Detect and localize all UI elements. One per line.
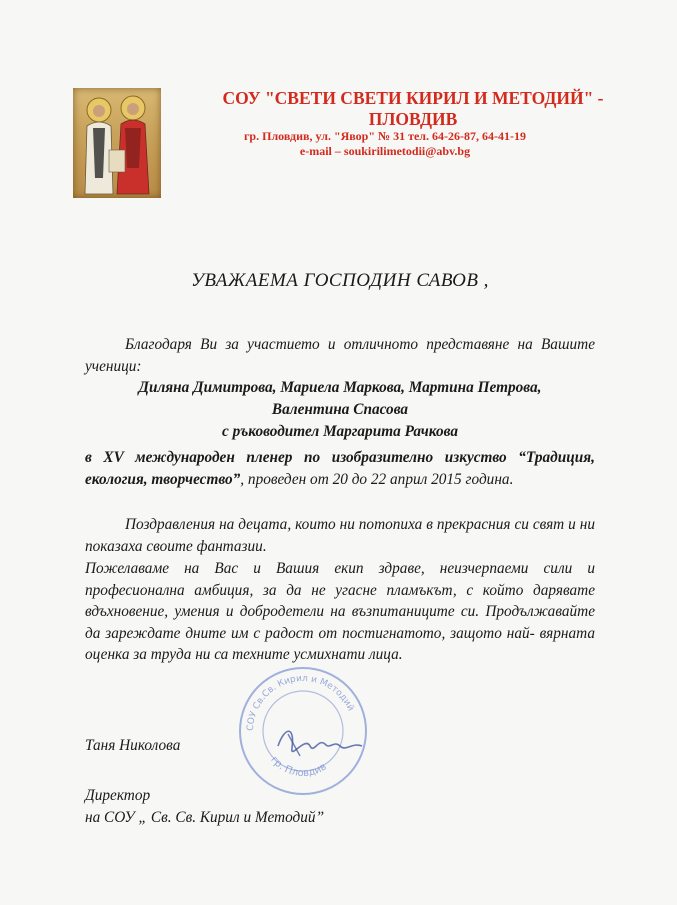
- student-names-line1: Диляна Димитрова, Мариела Маркова, Мартина Петрова,: [138, 379, 542, 396]
- event-dates: , проведен от 20 до 22 април 2015 година.: [240, 470, 514, 488]
- supervisor-line: с ръководител Маргарита Рачкова: [221, 423, 459, 440]
- signature: [270, 716, 370, 766]
- student-names-line2: Валентина Спасова: [271, 401, 409, 418]
- school-email: e-mail – soukirilimetodii@abv.bg: [299, 144, 471, 158]
- paragraph-thanks: Благодаря Ви за участието и отличното представяне на Вашите ученици:: [85, 336, 595, 375]
- school-address: гр. Пловдив, ул. "Явор" № 31 тел. 64-26-87, 64-41-19: [243, 129, 527, 143]
- signer-role: [85, 785, 324, 828]
- school-name: СОУ "СВЕТИ СВЕТИ КИРИЛ И МЕТОДИЙ" - ПЛОВДИВ: [222, 88, 604, 129]
- event-name: в XV международен пленер по изобразително изкуство “Традиция, екология, творчество”: [85, 449, 595, 488]
- paragraph-event: [85, 447, 595, 490]
- paragraph-congrats: Поздравления на децата, които ни потопиха в прекрасния си свят и ни показаха своите фантазии.: [85, 516, 595, 555]
- salutation: УВАЖАЕМА ГОСПОДИН САВОВ ,: [191, 270, 489, 291]
- stamp-text-bottom: гр. Пловдив: [268, 754, 329, 780]
- signer-title: Директор: [85, 787, 151, 804]
- paragraph-wishes: Пожелаваме на Вас и Вашия екип здраве, неизчерпаеми сили и професионална амбиция, за да не угасне пламъкът, с който дарявате вдъхновение, умения и добродетели на възпитаниците си. Продължавайте да зареждате дните им с радост от постигнатото, защото най- вярната оценка за труда ни са техните усмихнати лица.: [85, 560, 595, 663]
- saints-icon: [73, 88, 161, 198]
- signer-name: Таня Николова: [85, 737, 181, 754]
- signer-org: на СОУ „ Св. Св. Кирил и Методий”: [85, 808, 325, 826]
- stamp-text-top: СОУ Св.Св. Кирил и Методий: [245, 673, 356, 732]
